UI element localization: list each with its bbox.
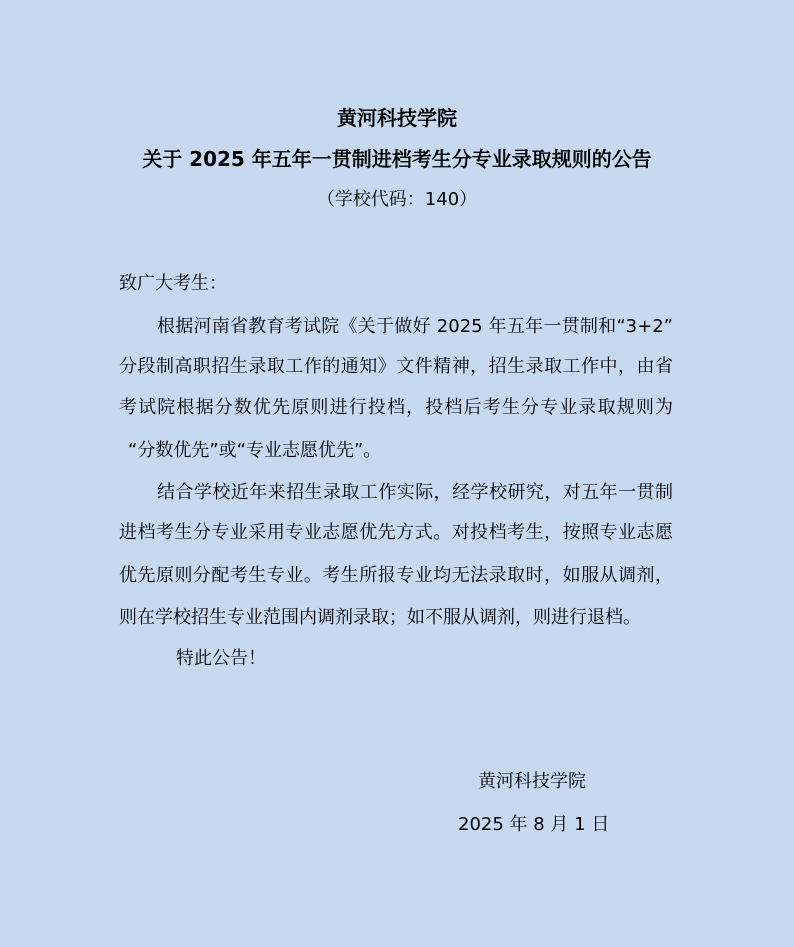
signature-date: 2025 年 8 月 1 日 bbox=[458, 814, 610, 835]
paragraph-line: 则在学校招生专业范围内调剂录取；如不服从调剂，则进行退档。 bbox=[119, 607, 641, 628]
signature-org: 黄河科技学院 bbox=[478, 771, 586, 792]
paragraph-line: 考试院根据分数优先原则进行投档，投档后考生分专业录取规则为 bbox=[119, 397, 673, 418]
paragraph-line: 分段制高职招生录取工作的通知》文件精神，招生录取工作中，由省 bbox=[119, 356, 673, 377]
paragraph-line: 根据河南省教育考试院《关于做好 2025 年五年一贯制和“3+2” bbox=[157, 316, 673, 337]
announcement-title: 关于 2025 年五年一贯制进档考生分专业录取规则的公告 bbox=[142, 147, 652, 171]
school-title: 黄河科技学院 bbox=[337, 106, 457, 130]
paragraph-line: “分数优先”或“专业志愿优先”。 bbox=[128, 440, 382, 461]
closing-text: 特此公告！ bbox=[176, 648, 266, 669]
school-code: （学校代码：140） bbox=[316, 189, 478, 210]
salutation: 致广大考生： bbox=[119, 273, 227, 294]
paragraph-line: 结合学校近年来招生录取工作实际，经学校研究，对五年一贯制 bbox=[157, 482, 673, 503]
paragraph-line: 进档考生分专业采用专业志愿优先方式。对投档考生，按照专业志愿 bbox=[119, 522, 673, 543]
paragraph-line: 优先原则分配考生专业。考生所报专业均无法录取时，如服从调剂， bbox=[119, 565, 673, 586]
